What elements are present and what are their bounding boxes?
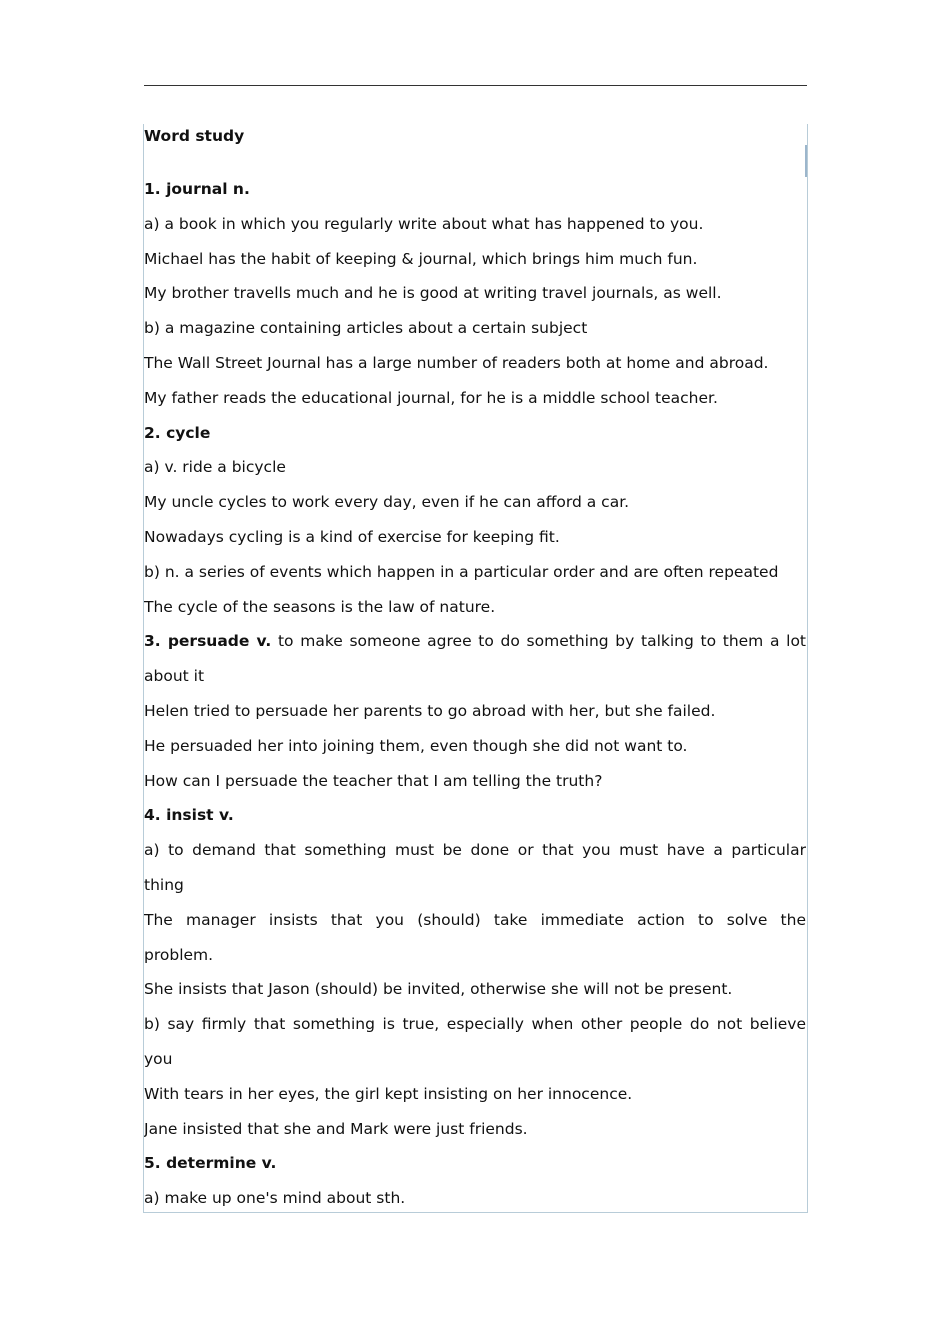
spacer: [144, 155, 806, 172]
entry-line: Michael has the habit of keeping & journal, which brings him much fun.: [144, 249, 698, 268]
entry-line: a) make up one's mind about sth.: [144, 1189, 406, 1208]
entry-heading-persuade: 3. persuade v.: [144, 632, 272, 651]
entry-line: Jane insisted that she and Mark were just friends.: [144, 1119, 528, 1138]
entry-line: a) to demand that something must be done or that you must have a particular: [144, 841, 806, 860]
entry-line: a) v. ride a bicycle: [144, 458, 286, 477]
entry-line: My father reads the educational journal, for he is a middle school teacher.: [144, 388, 718, 407]
entry-line: With tears in her eyes, the girl kept insisting on her innocence.: [144, 1084, 633, 1103]
entry-line: She insists that Jason (should) be invited, otherwise she will not be present.: [144, 980, 733, 999]
entry-line: about it: [144, 667, 205, 686]
entry-line: The manager insists that you (should) take immediate action to solve the: [144, 910, 806, 929]
entry-line: My uncle cycles to work every day, even if he can afford a car.: [144, 493, 630, 512]
entry-line: My brother travells much and he is good at writing travel journals, as well.: [144, 284, 722, 303]
entry-line: Helen tried to persuade her parents to go abroad with her, but she failed.: [144, 701, 716, 720]
header-rule: [144, 85, 807, 86]
entry-heading-journal: 1. journal n.: [144, 180, 250, 198]
entry-heading-cycle: 2. cycle: [144, 423, 211, 442]
document-body: [144, 119, 806, 1216]
entry-line: thing: [144, 875, 184, 894]
entry-heading-insist: 4. insist v.: [144, 806, 234, 825]
entry-line: a) a book in which you regularly write about what has happened to you.: [144, 214, 704, 233]
entry-line: The Wall Street Journal has a large number of readers both at home and abroad.: [144, 353, 769, 372]
definition-text: to make someone agree to do something by talking to them a lot: [277, 632, 806, 651]
entry-line: The cycle of the seasons is the law of nature.: [144, 597, 496, 616]
entry-line: He persuaded her into joining them, even though she did not want to.: [144, 736, 688, 755]
entry-heading-determine: 5. determine v.: [144, 1154, 277, 1173]
entry-line: problem.: [144, 945, 214, 964]
entry-line: Nowadays cycling is a kind of exercise for keeping fit.: [144, 527, 560, 546]
entry-line: b) say firmly that something is true, especially when other people do not believe: [144, 1015, 806, 1034]
entry-line: you: [144, 1049, 173, 1068]
entry-persuade-definition: [144, 624, 806, 659]
entry-line: How can I persuade the teacher that I am telling the truth?: [144, 771, 603, 790]
section-title: Word study: [144, 127, 245, 145]
entry-line: b) a magazine containing articles about a certain subject: [144, 319, 588, 338]
entry-line: b) n. a series of events which happen in a particular order and are often repeated: [144, 562, 779, 581]
